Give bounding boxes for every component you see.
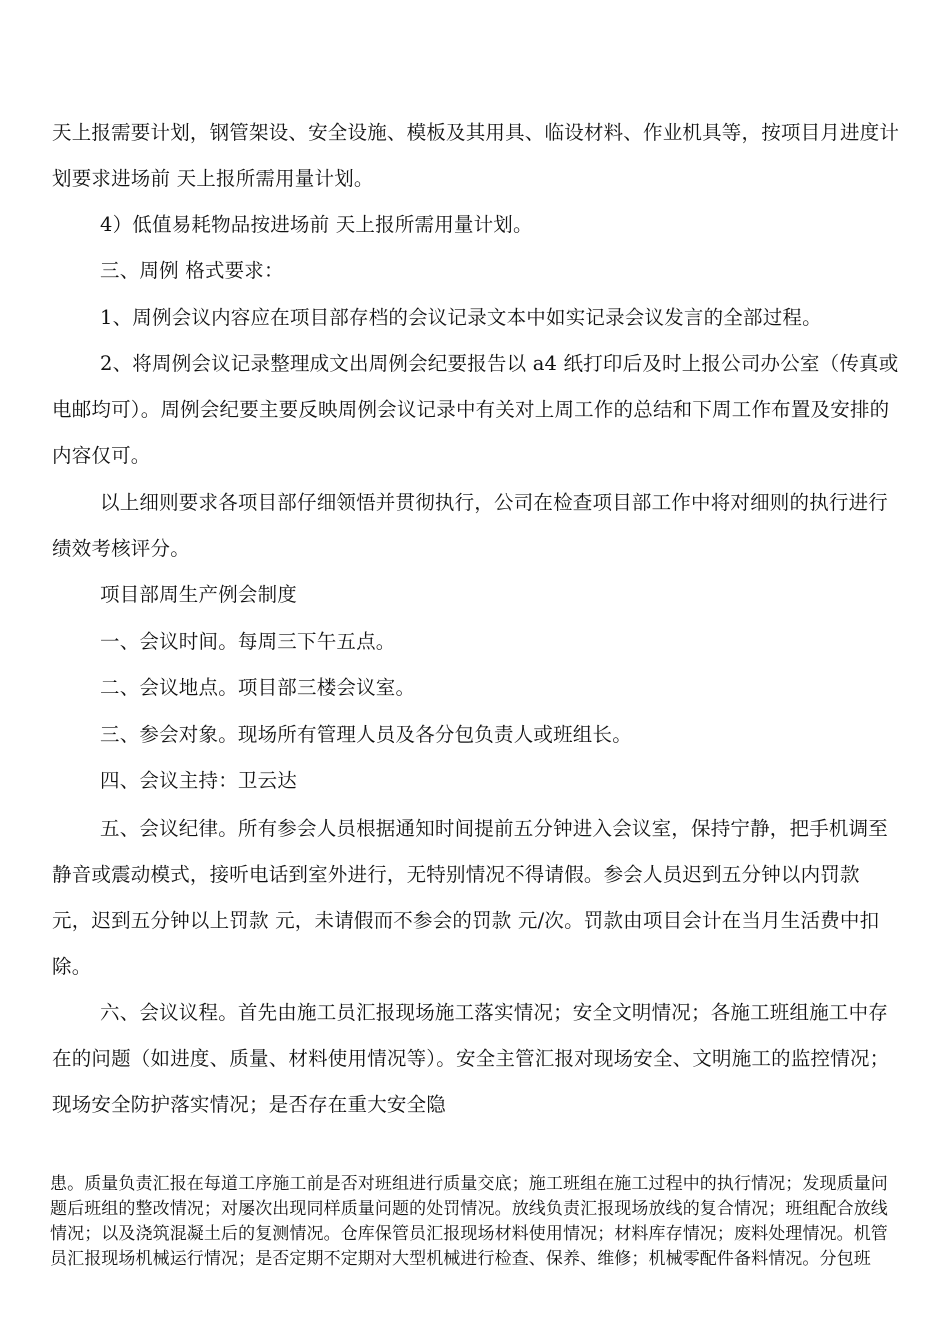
- paragraph-discipline: 五、会议纪律。所有参会人员根据通知时间提前五分钟进入会议室，保持宁静，把手机调至静音或震动模式，接听电话到室外进行，无特别情况不得请假。参会人员迟到五分钟以内罚款 元，迟到五分钟以上罚款 元，未请假而不参会的罚款 元/次。罚款由项目会计在当月生活费中扣除。: [52, 817, 889, 978]
- section-heading-weekly-format: 三、周例 格式要求：: [100, 259, 284, 282]
- document-subtitle: 项目部周生产例会制度: [100, 583, 298, 606]
- paragraph-meeting-time: 一、会议时间。每周三下午五点。: [100, 630, 396, 653]
- paragraph-meeting-record: 1、周例会议内容应在项目部存档的会议记录文本中如实记录会议发言的全部过程。: [100, 306, 822, 329]
- paragraph-agenda-continued: 患。质量负责汇报在每道工序施工前是否对班组进行质量交底；施工班组在施工过程中的执行情况；发现质量问题后班组的整改情况；对屡次出现同样质量问题的处罚情况。放线负责汇报现场放线的复合情况；班组配合放线情况；以及浇筑混凝土后的复测情况。仓库保管员汇报现场材料使用情况；材料库存情况；废料处理情况。机管员汇报现场机械运行情况；是否定期不定期对大型机械进行检查、保养、维修；机械零配件备料情况。分包班: [50, 1174, 888, 1269]
- paragraph-meeting-location: 二、会议地点。项目部三楼会议室。: [100, 676, 416, 699]
- paragraph-host: 四、会议主持：卫云达: [100, 769, 298, 792]
- paragraph-low-value-items: 4）低值易耗物品按进场前 天上报所需用量计划。: [100, 213, 533, 236]
- paragraph-attendees: 三、参会对象。现场所有管理人员及各分包负责人或班组长。: [100, 723, 632, 746]
- paragraph-agenda: 六、会议议程。首先由施工员汇报现场施工落实情况；安全文明情况；各施工班组施工中存在的问题（如进度、质量、材料使用情况等）。安全主管汇报对现场安全、文明施工的监控情况；现场安全防护落实情况；是否存在重大安全隐: [52, 1001, 890, 1116]
- paragraph-material-plan: 天上报需要计划，钢管架设、安全设施、模板及其用具、临设材料、作业机具等，按项目月进度计划要求进场前 天上报所需用量计划。: [52, 121, 900, 190]
- paragraph-meeting-minutes: 2、将周例会议记录整理成文出周例会纪要报告以 a4 纸打印后及时上报公司办公室（传真或电邮均可）。周例会纪要主要反映周例会议记录中有关对上周工作的总结和下周工作布置及安排的内容仅可。: [52, 352, 899, 467]
- paragraph-implementation: 以上细则要求各项目部仔细领悟并贯彻执行，公司在检查项目部工作中将对细则的执行进行绩效考核评分。: [52, 491, 889, 560]
